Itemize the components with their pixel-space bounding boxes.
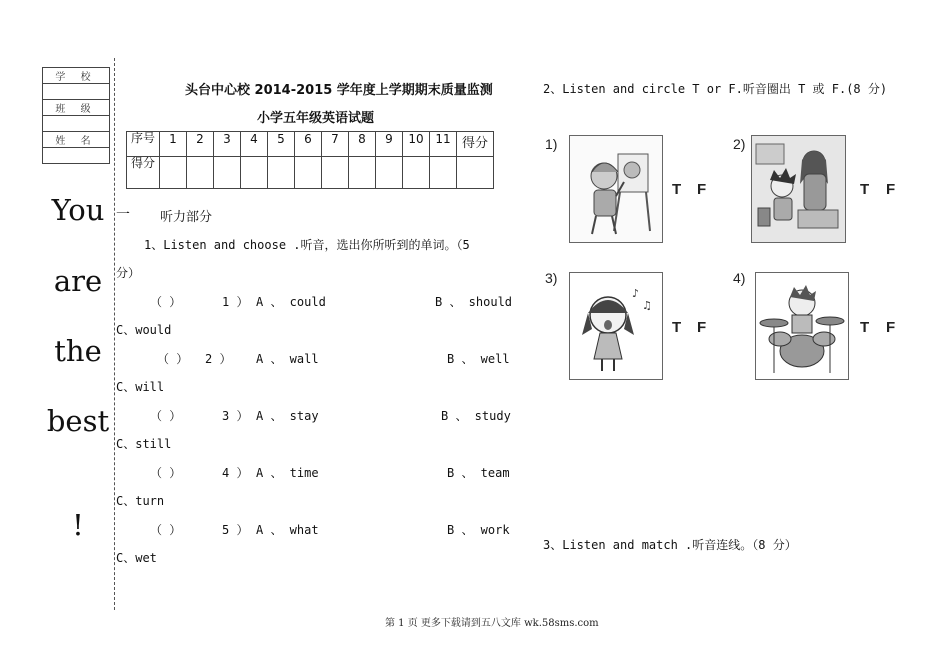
true-option[interactable]: T [672, 319, 682, 336]
drums-illustration [756, 273, 848, 379]
question-number: 9 [376, 132, 403, 157]
score-row-header: 得分 [127, 157, 160, 189]
score-cell[interactable] [268, 157, 295, 189]
answer-paren[interactable]: （ ） [157, 352, 189, 366]
total-score-cell[interactable] [457, 157, 494, 189]
picture-number: 3) [545, 270, 558, 286]
slogan-word: best [46, 404, 110, 438]
score-cell[interactable] [376, 157, 403, 189]
picture-number: 1) [545, 136, 558, 152]
answer-paren[interactable]: （ ） [150, 523, 182, 537]
question-number: 1 [160, 132, 187, 157]
score-cell[interactable] [214, 157, 241, 189]
question-1-instruction-cont: 分） [116, 266, 141, 280]
false-option[interactable]: F [886, 319, 896, 336]
question-2-instruction: 2、Listen and circle T or F.听音圈出 T 或 F.(8 分) [543, 82, 888, 96]
answer-paren[interactable]: （ ） [150, 409, 182, 423]
class-field[interactable] [43, 116, 110, 132]
class-label: 班 级 [43, 100, 110, 116]
answer-paren[interactable]: （ ） [150, 466, 182, 480]
question-3-instruction: 3、Listen and match .听音连线。（8 分） [543, 538, 797, 552]
score-cell[interactable] [430, 157, 457, 189]
total-score-header: 得分 [457, 132, 494, 157]
girl-singing-picture [569, 272, 663, 380]
option-c: C、turn [116, 494, 165, 508]
option-a: A 、 stay [256, 409, 319, 423]
option-c: C、wet [116, 551, 157, 565]
option-b: B 、 study [441, 409, 511, 423]
score-cell[interactable] [403, 157, 430, 189]
slogan-word: ! [72, 508, 84, 542]
question-number: 4 [241, 132, 268, 157]
option-b: B 、 well [447, 352, 510, 366]
score-cell[interactable] [241, 157, 268, 189]
option-a: A 、 could [256, 295, 326, 309]
painting-illustration [570, 136, 662, 242]
picture-number: 4) [733, 270, 746, 286]
true-option[interactable]: T [860, 319, 870, 336]
school-label: 学 校 [43, 68, 110, 84]
boy-playing-drums-picture [755, 272, 849, 380]
score-cell[interactable] [295, 157, 322, 189]
item-number: 2 ） [205, 352, 232, 366]
false-option[interactable]: F [697, 319, 707, 336]
true-option[interactable]: T [860, 181, 870, 198]
svg-text:♫: ♫ [642, 299, 652, 312]
false-option[interactable]: F [697, 181, 707, 198]
student-info-table [42, 67, 110, 164]
name-label: 姓 名 [43, 132, 110, 148]
name-field[interactable] [43, 148, 110, 164]
singing-illustration [570, 273, 662, 379]
question-number: 7 [322, 132, 349, 157]
option-b: B 、 work [447, 523, 510, 537]
score-table [126, 131, 494, 189]
false-option[interactable]: F [886, 181, 896, 198]
score-cell[interactable] [349, 157, 376, 189]
question-number: 3 [214, 132, 241, 157]
question-number: 2 [187, 132, 214, 157]
exam-subtitle: 小学五年级英语试题 [257, 111, 375, 126]
page-footer: 第 1 页 更多下载请到五八文库 wk.58sms.com [385, 618, 599, 629]
true-option[interactable]: T [672, 181, 682, 198]
option-c: C、still [116, 437, 172, 451]
option-a: A 、 what [256, 523, 319, 537]
item-number: 3 ） [222, 409, 249, 423]
question-number: 10 [403, 132, 430, 157]
score-cell[interactable] [322, 157, 349, 189]
question-number: 6 [295, 132, 322, 157]
binding-line [114, 58, 115, 610]
svg-text:♪: ♪ [632, 287, 640, 300]
item-number: 4 ） [222, 466, 249, 480]
exam-title: 头台中心校 2014-2015 学年度上学期期末质量监测 [185, 83, 493, 98]
question-number: 8 [349, 132, 376, 157]
option-c: C、will [116, 380, 165, 394]
girl-painting-picture [569, 135, 663, 243]
boy-and-mother-cooking-picture [751, 135, 846, 243]
cooking-illustration [752, 136, 845, 242]
option-a: A 、 time [256, 466, 319, 480]
question-1-instruction: 1、Listen and choose .听音，选出你所听到的单词。（5 [144, 238, 470, 252]
option-a: A 、 wall [256, 352, 319, 366]
option-b: B 、 should [435, 295, 513, 309]
score-cell[interactable] [160, 157, 187, 189]
option-b: B 、 team [447, 466, 510, 480]
score-table-header: 序号 [127, 132, 160, 157]
slogan-word: the [54, 334, 102, 368]
item-number: 5 ） [222, 523, 249, 537]
section-number: 一 [116, 207, 130, 223]
slogan-word: You [51, 193, 105, 227]
school-field[interactable] [43, 84, 110, 100]
picture-number: 2) [733, 136, 746, 152]
item-number: 1 ） [222, 295, 249, 309]
question-number: 5 [268, 132, 295, 157]
option-c: C、would [116, 323, 172, 337]
slogan-word: are [53, 264, 103, 298]
answer-paren[interactable]: （ ） [150, 295, 182, 309]
question-number: 11 [430, 132, 457, 157]
section-title: 听力部分 [160, 210, 213, 225]
score-cell[interactable] [187, 157, 214, 189]
